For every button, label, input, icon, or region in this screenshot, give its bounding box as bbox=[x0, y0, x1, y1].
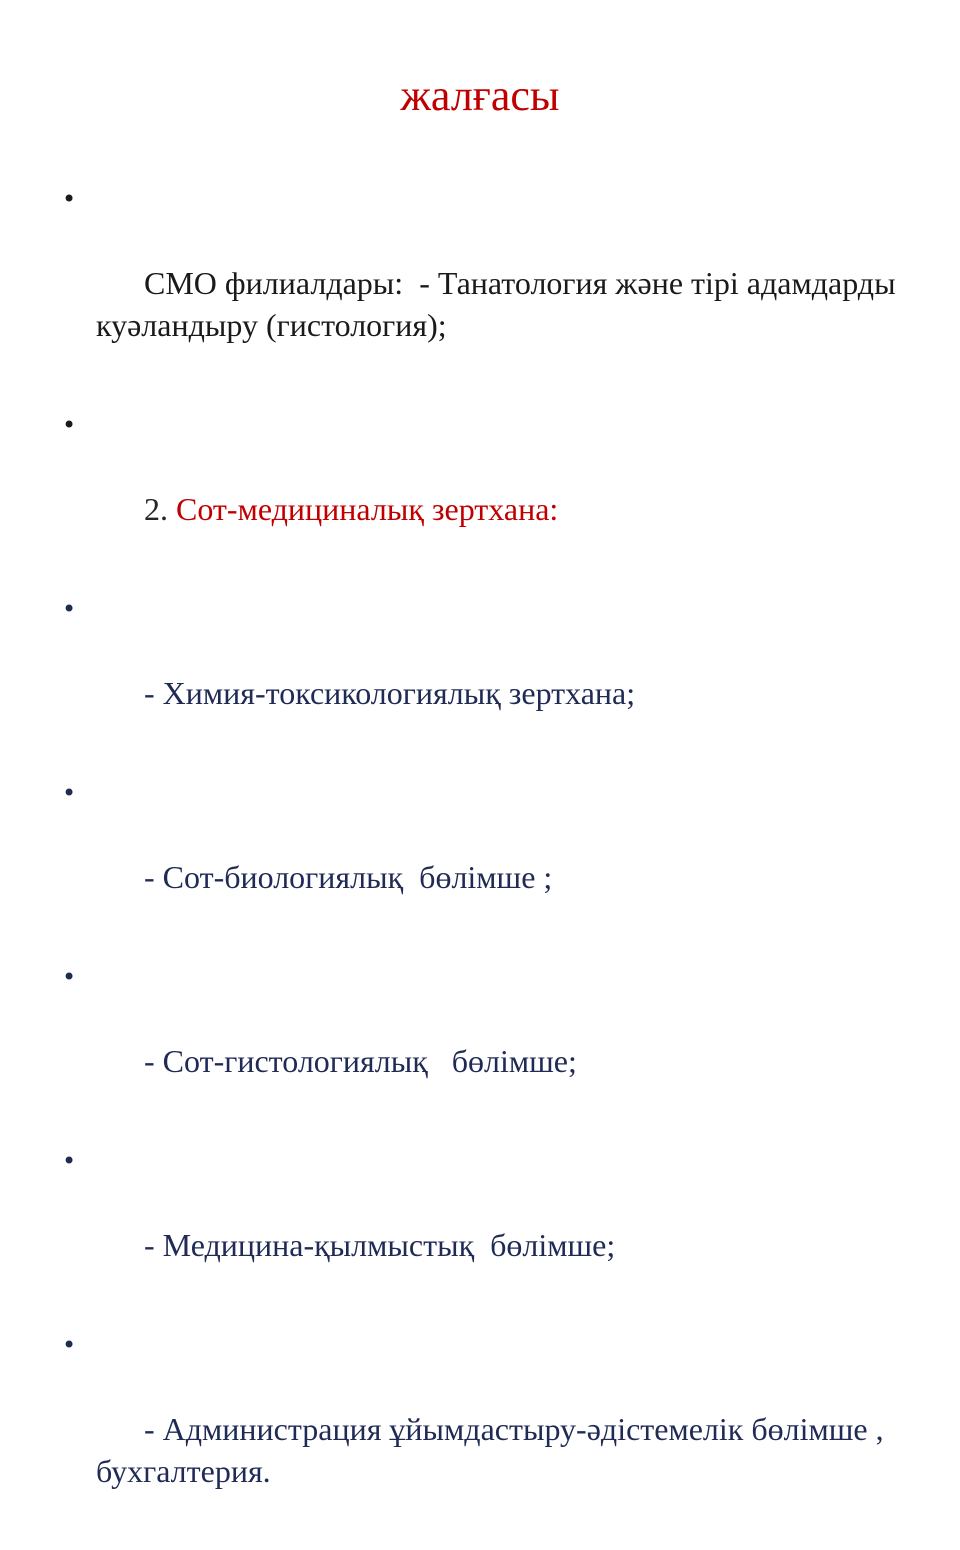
bullet-item bbox=[58, 404, 918, 572]
bullet-item bbox=[58, 1324, 918, 1534]
bullet-text: Сот-медициналық зертхана: bbox=[176, 491, 559, 527]
bullet-prefix: 2. bbox=[144, 491, 176, 527]
bullet-item bbox=[58, 772, 918, 940]
bullet-dot-icon: • bbox=[62, 1331, 77, 1359]
bullet-dot-icon: • bbox=[62, 595, 77, 623]
bullet-list bbox=[58, 178, 918, 1550]
bullet-text: - Медицина-қылмыстық бөлімше; bbox=[144, 1227, 616, 1263]
bullet-text: СМО филиалдары: - Танатология және тірі адамдарды куәландыру (гистология); bbox=[96, 265, 904, 343]
bullet-text: - Администрация ұйымдастыру-әдістемелік бөлімше , бухгалтерия. bbox=[96, 1411, 892, 1489]
bullet-item bbox=[58, 956, 918, 1124]
bullet-dot-icon: • bbox=[62, 779, 77, 807]
bullet-text: - Сот-гистологиялық бөлімше; bbox=[144, 1043, 577, 1079]
bullet-item bbox=[58, 588, 918, 756]
bullet-item bbox=[58, 178, 918, 388]
bullet-dot-icon: • bbox=[62, 963, 77, 991]
bullet-text: - Сот-биологиялық бөлімше ; bbox=[144, 859, 553, 895]
bullet-item bbox=[58, 1140, 918, 1308]
bullet-dot-icon: • bbox=[62, 411, 77, 439]
bullet-text: - Химия-токсикологиялық зертхана; bbox=[144, 675, 636, 711]
bullet-dot-icon: • bbox=[62, 185, 77, 213]
bullet-dot-icon: • bbox=[62, 1147, 77, 1175]
slide-title: жалғасы bbox=[400, 71, 560, 120]
